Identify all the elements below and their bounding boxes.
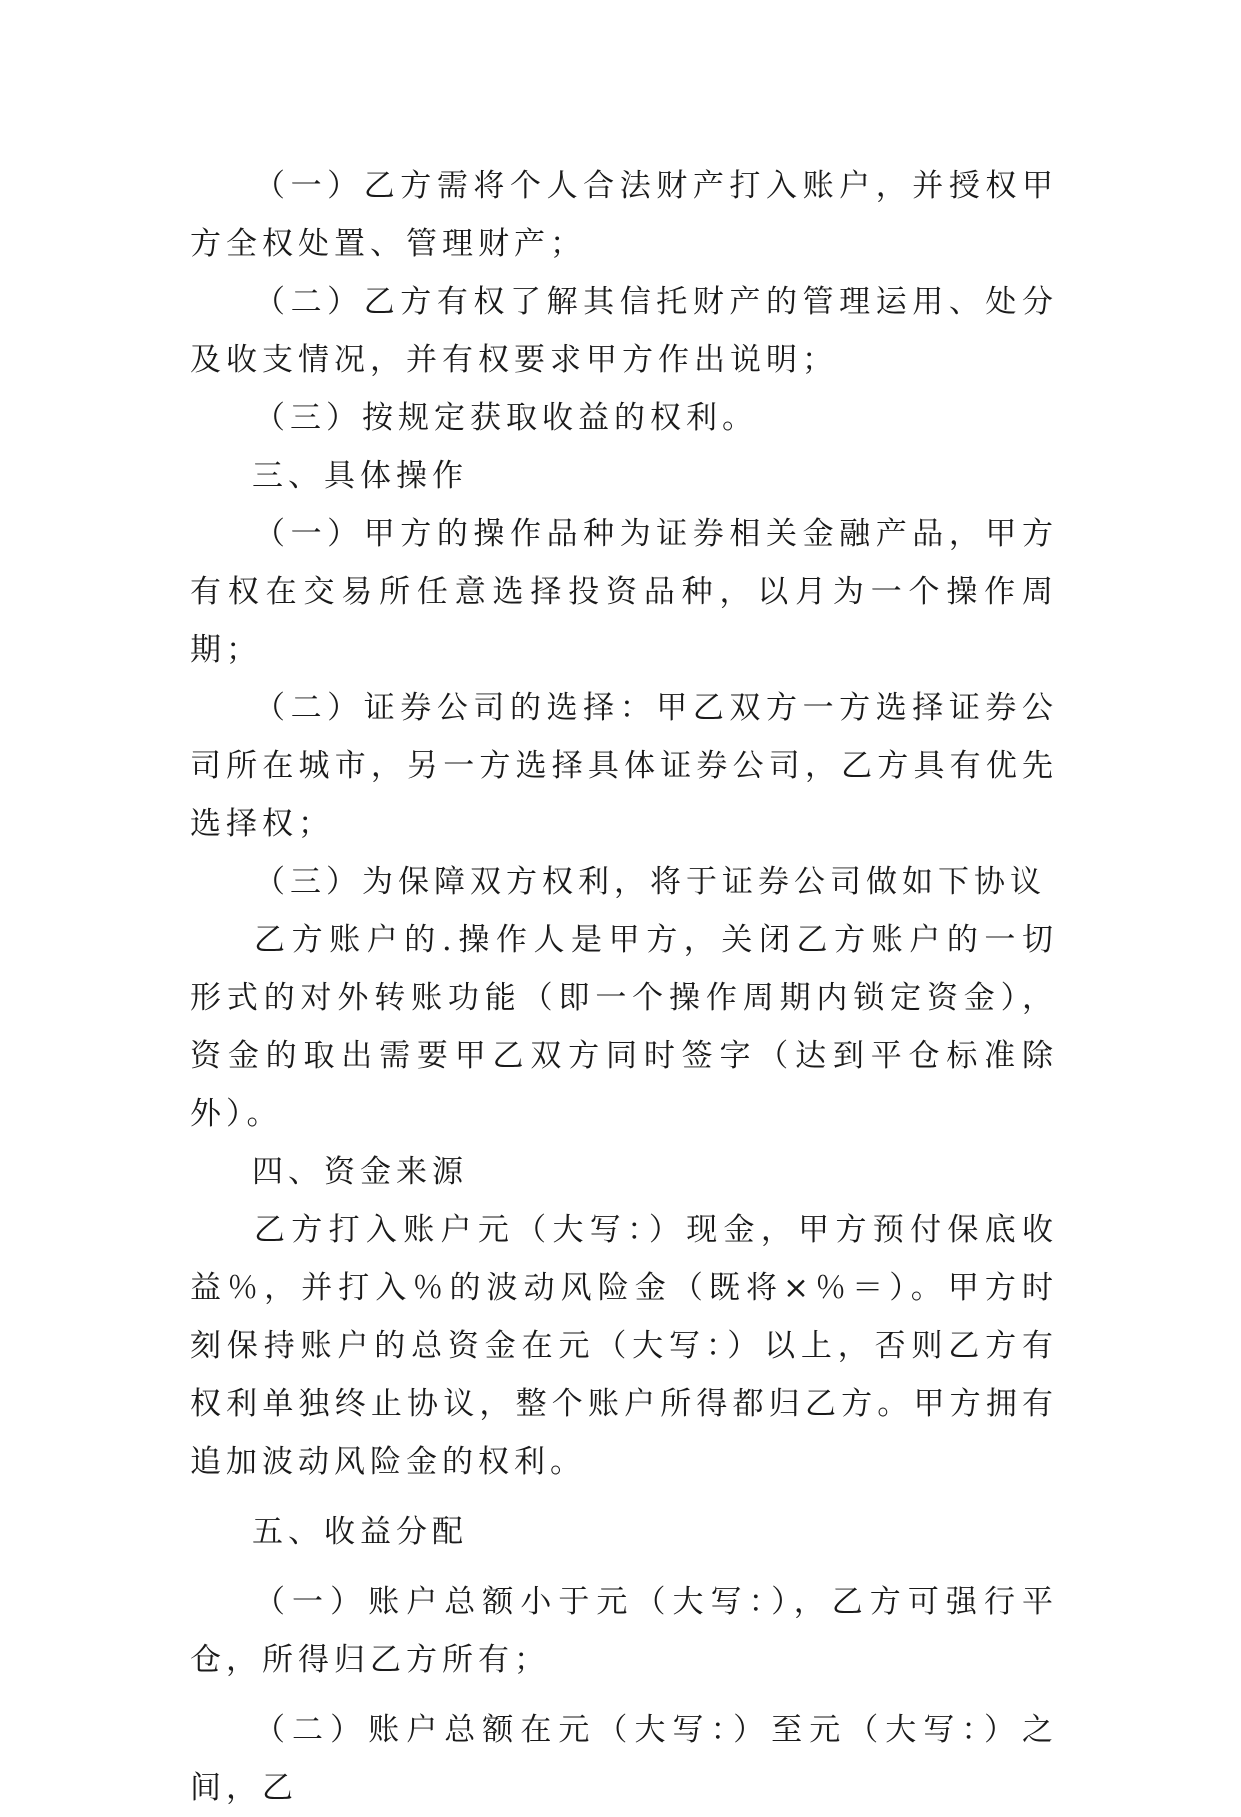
body-paragraph: 乙方账户的.操作人是甲方，关闭乙方账户的一切形式的对外转账功能（即一个操作周期内锁定资金），资金的取出需要甲乙双方同时签字（达到平仓标准除外）。 <box>190 922 1058 1132</box>
clause-item: （二）证券公司的选择：甲乙双方一方选择证券公司所在城市，另一方选择具体证券公司，乙方具有优先选择权； <box>190 690 1058 842</box>
clause-item: （一）甲方的操作品种为证券相关金融产品，甲方有权在交易所任意选择投资品种，以月为一个操作周期； <box>190 516 1058 668</box>
document-body <box>190 157 1058 1817</box>
section-heading: 四、资金来源 <box>252 1154 468 1190</box>
clause-item: （三）为保障双方权利，将于证券公司做如下协议 <box>254 864 1046 900</box>
clause-item: （一）账户总额小于元（大写：），乙方可强行平仓，所得归乙方所有； <box>190 1584 1058 1678</box>
section-heading: 三、具体操作 <box>252 458 468 494</box>
clause-item: （一）乙方需将个人合法财产打入账户，并授权甲方全权处置、管理财产； <box>190 168 1058 262</box>
section-heading: 五、收益分配 <box>252 1514 468 1550</box>
clause-item: （二）乙方有权了解其信托财产的管理运用、处分及收支情况，并有权要求甲方作出说明； <box>190 284 1058 378</box>
clause-item: （二）账户总额在元（大写：）至元（大写：）之间，乙 <box>190 1712 1058 1806</box>
body-paragraph: 乙方打入账户元（大写：）现金，甲方预付保底收益％，并打入％的波动风险金（既将×％＝）。甲方时刻保持账户的总资金在元（大写：）以上，否则乙方有权利单独终止协议，整个账户所得都归乙方。甲方拥有追加波动风险金的权利。 <box>190 1212 1058 1480</box>
clause-item: （三）按规定获取收益的权利。 <box>254 400 758 436</box>
